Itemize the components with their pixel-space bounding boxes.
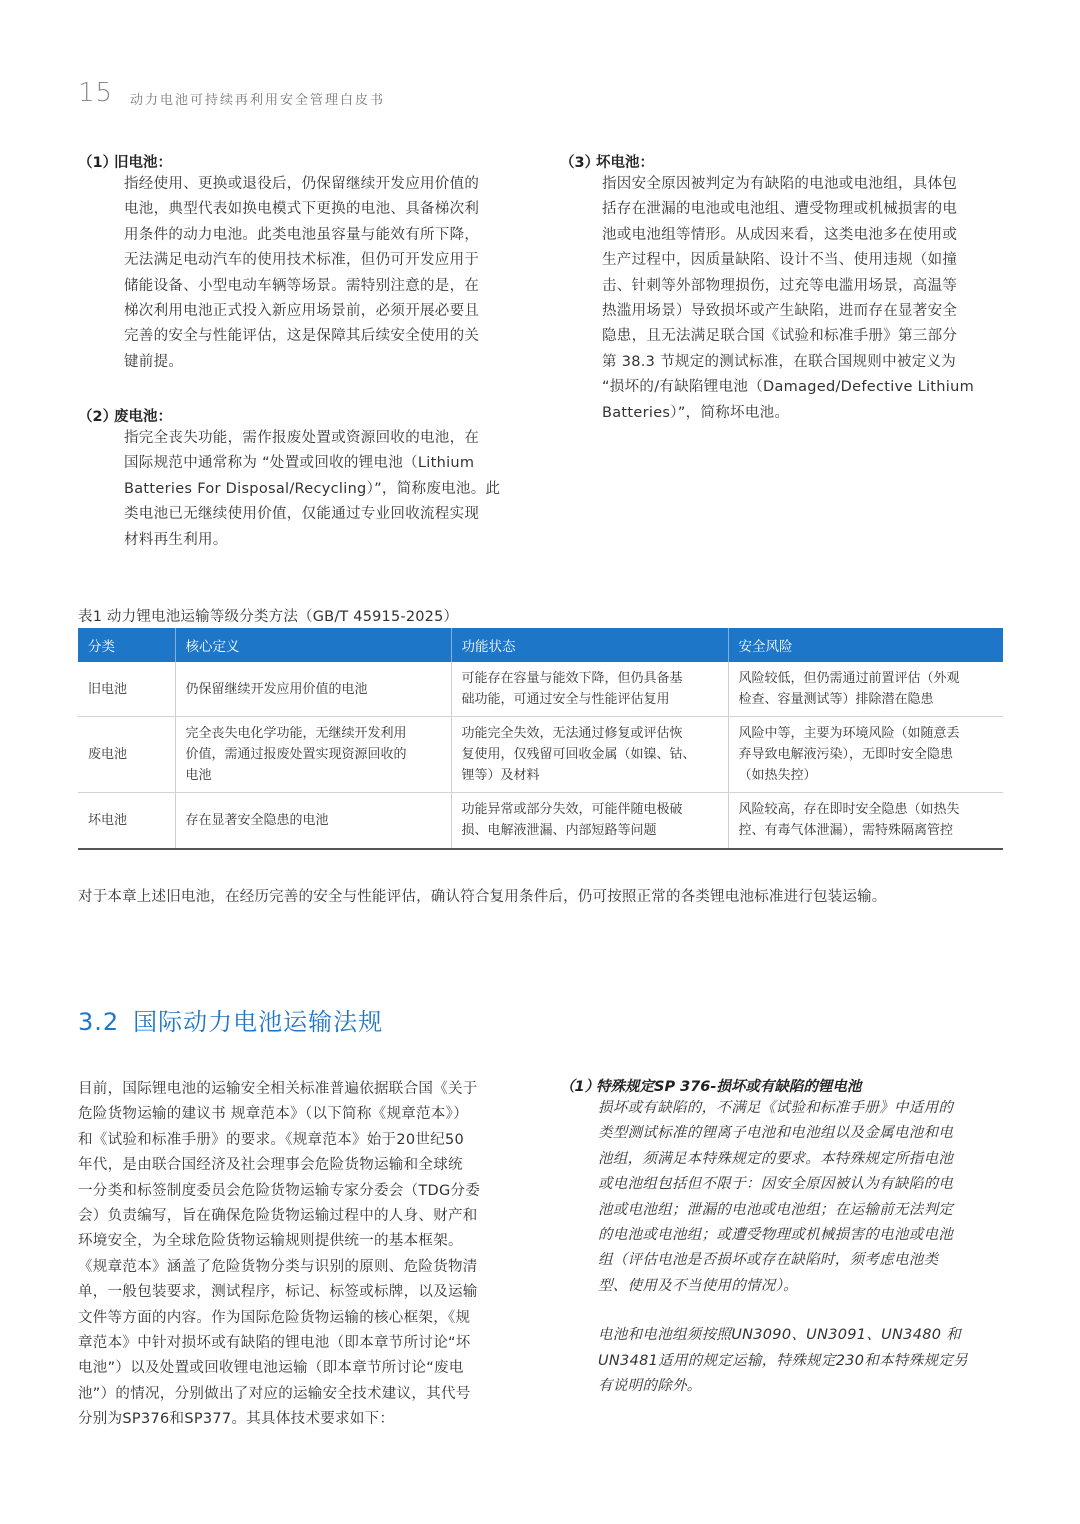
text-line: 目前，国际锂电池的运输安全相关标准普遍依据联合国《关于 <box>78 1081 478 1097</box>
cell-definition <box>175 662 451 717</box>
cell-line: 弃导致电解液污染），无即时安全隐患 <box>738 747 954 762</box>
item-title: 坏电池： <box>596 155 654 171</box>
text-line: 类电池已无继续使用价值，仅能通过专业回收流程实现 <box>124 506 480 523</box>
cell-function <box>451 717 728 793</box>
text-line: 电池和电池组须按照UN3090、UN3091、UN3480 和 <box>598 1327 961 1344</box>
cell-line: 础功能，可通过安全与性能评估复用 <box>461 692 670 707</box>
text-line: 类型测试标准的锂离子电池和电池组以及金属电池和电 <box>598 1125 954 1142</box>
cell-line: 风险较低，但仍需通过前置评估（外观 <box>738 671 960 686</box>
text-line: 隐患，且无法满足联合国《试验和标准手册》第三部分 <box>602 328 958 345</box>
text-line: 章范本》中针对损坏或有缺陷的锂电池（即本章节所讨论“坏 <box>78 1335 471 1352</box>
table-header-row <box>78 628 1003 662</box>
item-number: （1） <box>560 1079 600 1095</box>
item-old-battery <box>78 151 479 375</box>
item-number: （1） <box>78 155 118 171</box>
item-body <box>598 1096 968 1299</box>
text-line: 用条件的动力电池。此类电池虽容量与能效有所下降， <box>124 226 480 243</box>
cell-line: 仍保留继续开发应用价值的电池 <box>185 681 368 697</box>
cell-risk <box>728 793 1003 849</box>
text-line: 电池”）以及处置或回收锂电池运输（即本章节所讨论“废电 <box>78 1360 464 1377</box>
table-row <box>78 662 1003 717</box>
text-line: 有说明的除外。 <box>598 1378 702 1395</box>
text-line: 指完全丧失功能，需作报废处置或资源回收的电池，在 <box>124 430 480 446</box>
item-damaged-battery <box>560 151 974 426</box>
text-line: 组（评估电池是否损坏或存在缺陷时，须考虑电池类 <box>598 1252 939 1269</box>
cell-function <box>451 662 728 717</box>
text-line: 电池，典型代表如换电模式下更换的电池、具备梯次利 <box>124 201 480 218</box>
item-waste-battery <box>78 405 500 553</box>
column-header: 核心定义 <box>175 628 451 662</box>
text-line: 池组，须满足本特殊规定的要求。本特殊规定所指电池 <box>598 1150 954 1167</box>
cell-line: （如热失控） <box>738 768 817 783</box>
cell-line: 电池 <box>185 768 212 783</box>
running-header: 动力电池可持续再利用安全管理白皮书 <box>130 93 386 108</box>
text-line: 材料再生利用。 <box>124 531 228 548</box>
classification-table <box>78 628 1003 850</box>
item-heading <box>78 151 479 172</box>
section-number: 3.2 <box>78 1008 120 1036</box>
section-intro <box>78 1077 480 1433</box>
text-line: Batteries）”，简称坏电池。 <box>602 404 790 421</box>
cell-line: 控、有毒气体泄漏），需特殊隔离管控 <box>738 823 954 839</box>
text-line: 括存在泄漏的电池或电池组、遭受物理或机械损害的电 <box>602 201 958 218</box>
item-number: （3） <box>560 155 600 171</box>
text-line: 指经使用、更换或退役后，仍保留继续开发应用价值的 <box>124 176 480 192</box>
cell-line: 功能完全失效，无法通过修复或评估恢 <box>461 726 683 741</box>
item-title: 废电池： <box>114 409 172 425</box>
text-line: 池”）的情况，分别做出了对应的运输安全技术建议，其代号 <box>78 1385 471 1402</box>
text-line: 国际规范中通常称为 “处置或回收的锂电池（Lithium <box>124 455 475 472</box>
item-heading <box>560 1075 968 1096</box>
text-line: 第 38.3 节规定的测试标准，在联合国规则中被定义为 <box>602 353 957 370</box>
cell-definition <box>175 717 451 793</box>
cell-line: 价值，需通过报废处置实现资源回收的 <box>185 747 407 762</box>
text-line: 键前提。 <box>124 353 184 370</box>
text-line: 热滥用场景）导致损坏或产生缺陷，进而存在显著安全 <box>602 303 958 320</box>
text-line: UN3481适用的规定运输，特殊规定230和本特殊规定另 <box>598 1352 968 1369</box>
item-heading <box>78 405 500 426</box>
cell-definition <box>175 793 451 849</box>
cell-line: 检查、容量测试等）排除潜在隐患 <box>738 692 934 707</box>
cell-risk <box>728 717 1003 793</box>
cell-risk <box>728 662 1003 717</box>
special-provision-sp376 <box>560 1075 968 1399</box>
text-line: 完善的安全与性能评估，这是保障其后续安全使用的关 <box>124 328 480 345</box>
text-line: 池或电池组等情形。从成因来看，这类电池多在使用或 <box>602 226 958 243</box>
text-line: 池或电池组；泄漏的电池或电池组；在运输前无法判定 <box>598 1201 954 1218</box>
cell-line: 存在显著安全隐患的电池 <box>185 812 329 828</box>
text-line: 《规章范本》涵盖了危险货物分类与识别的原则、危险货物清 <box>78 1258 478 1275</box>
cell-line: 风险较高，存在即时安全隐患（如热失 <box>738 802 960 818</box>
text-line: 损坏或有缺陷的，不满足《试验和标准手册》中适用的 <box>598 1100 954 1116</box>
cell-line: 功能异常或部分失效，可能伴随电极破 <box>461 802 683 818</box>
item-body <box>124 426 500 553</box>
section-heading <box>78 1002 383 1037</box>
text-line: 环境安全，为全球危险货物运输规则提供统一的基本框架。 <box>78 1233 463 1250</box>
text-line: 单，一般包装要求，测试程序，标记、标签或标牌，以及运输 <box>78 1284 478 1301</box>
text-line: 无法满足电动汽车的使用技术标准，但仍可开发应用于 <box>124 252 480 269</box>
cell-function <box>451 793 728 849</box>
text-line: 型、使用及不当使用的情况）。 <box>598 1277 798 1294</box>
table-row <box>78 717 1003 793</box>
after-table-paragraph: 对于本章上述旧电池，在经历完善的安全与性能评估，确认符合复用条件后，仍可按照正常的各类锂电池标准进行包装运输。 <box>78 889 887 905</box>
item-title: 特殊规定SP 376-损坏或有缺陷的锂电池 <box>596 1079 862 1095</box>
page-number: 15 <box>78 78 114 108</box>
cell-line: 损、电解液泄漏、内部短路等问题 <box>461 823 657 839</box>
text-line: 危险货物运输的建议书 规章范本》（以下简称《规章范本》） <box>78 1106 469 1123</box>
text-line: 分别为SP376和SP377。其具体技术要求如下： <box>78 1411 395 1428</box>
text-line: “损坏的/有缺陷锂电池（Damaged/Defective Lithium <box>602 379 975 396</box>
table-row <box>78 793 1003 849</box>
text-line: 生产过程中，因质量缺陷、设计不当、使用违规（如撞 <box>602 252 958 269</box>
item-number: （2） <box>78 409 118 425</box>
column-header: 分类 <box>78 628 175 662</box>
item-heading <box>560 151 974 172</box>
text-line: 年代，是由联合国经济及社会理事会危险货物运输和全球统 <box>78 1157 463 1174</box>
text-line: 的电池或电池组；或遭受物理或机械损害的电池或电池 <box>598 1227 954 1244</box>
item-body <box>124 172 479 375</box>
section-title: 国际动力电池运输法规 <box>133 1008 384 1036</box>
text-line: 击、针刺等外部物理损伤，过充等电滥用场景，高温等 <box>602 277 958 294</box>
cell-category: 废电池 <box>78 717 175 793</box>
text-line: 储能设备、小型电动车辆等场景。需特别注意的是，在 <box>124 277 480 294</box>
cell-line: 可能存在容量与能效下降，但仍具备基 <box>461 671 683 686</box>
item-title: 旧电池： <box>114 155 172 171</box>
text-line: 一分类和标签制度委员会危险货物运输专家分委会（TDG分委 <box>78 1182 481 1199</box>
text-line: 指因安全原因被判定为有缺陷的电池或电池组，具体包 <box>602 176 958 192</box>
text-line: Batteries For Disposal/Recycling）”，简称废电池。此 <box>124 480 501 497</box>
cell-category: 旧电池 <box>78 662 175 717</box>
cell-line: 风险中等，主要为环境风险（如随意丢 <box>738 726 960 741</box>
table-caption: 表1 动力锂电池运输等级分类方法（GB/T 45915-2025） <box>78 609 459 625</box>
column-header: 功能状态 <box>451 628 728 662</box>
text-line: 文件等方面的内容。作为国际危险货物运输的核心框架，《规 <box>78 1309 471 1326</box>
cell-line: 锂等）及材料 <box>461 768 540 783</box>
text-line: 和《试验和标准手册》的要求。《规章范本》始于20世纪50 <box>78 1131 465 1148</box>
cell-line: 完全丧失电化学功能，无继续开发利用 <box>185 726 407 741</box>
item-body <box>602 172 974 426</box>
column-header: 安全风险 <box>728 628 1003 662</box>
cell-line: 复使用，仅残留可回收金属（如镍、钴、 <box>461 747 696 762</box>
text-line: 会）负责编写，旨在确保危险货物运输过程中的人身、财产和 <box>78 1208 478 1225</box>
text-line: 或电池组包括但不限于：因安全原因被认为有缺陷的电 <box>598 1176 954 1193</box>
cell-category: 坏电池 <box>78 793 175 849</box>
text-line: 梯次利用电池正式投入新应用场景前，必须开展必要且 <box>124 303 480 320</box>
item-body-continued <box>598 1323 968 1399</box>
